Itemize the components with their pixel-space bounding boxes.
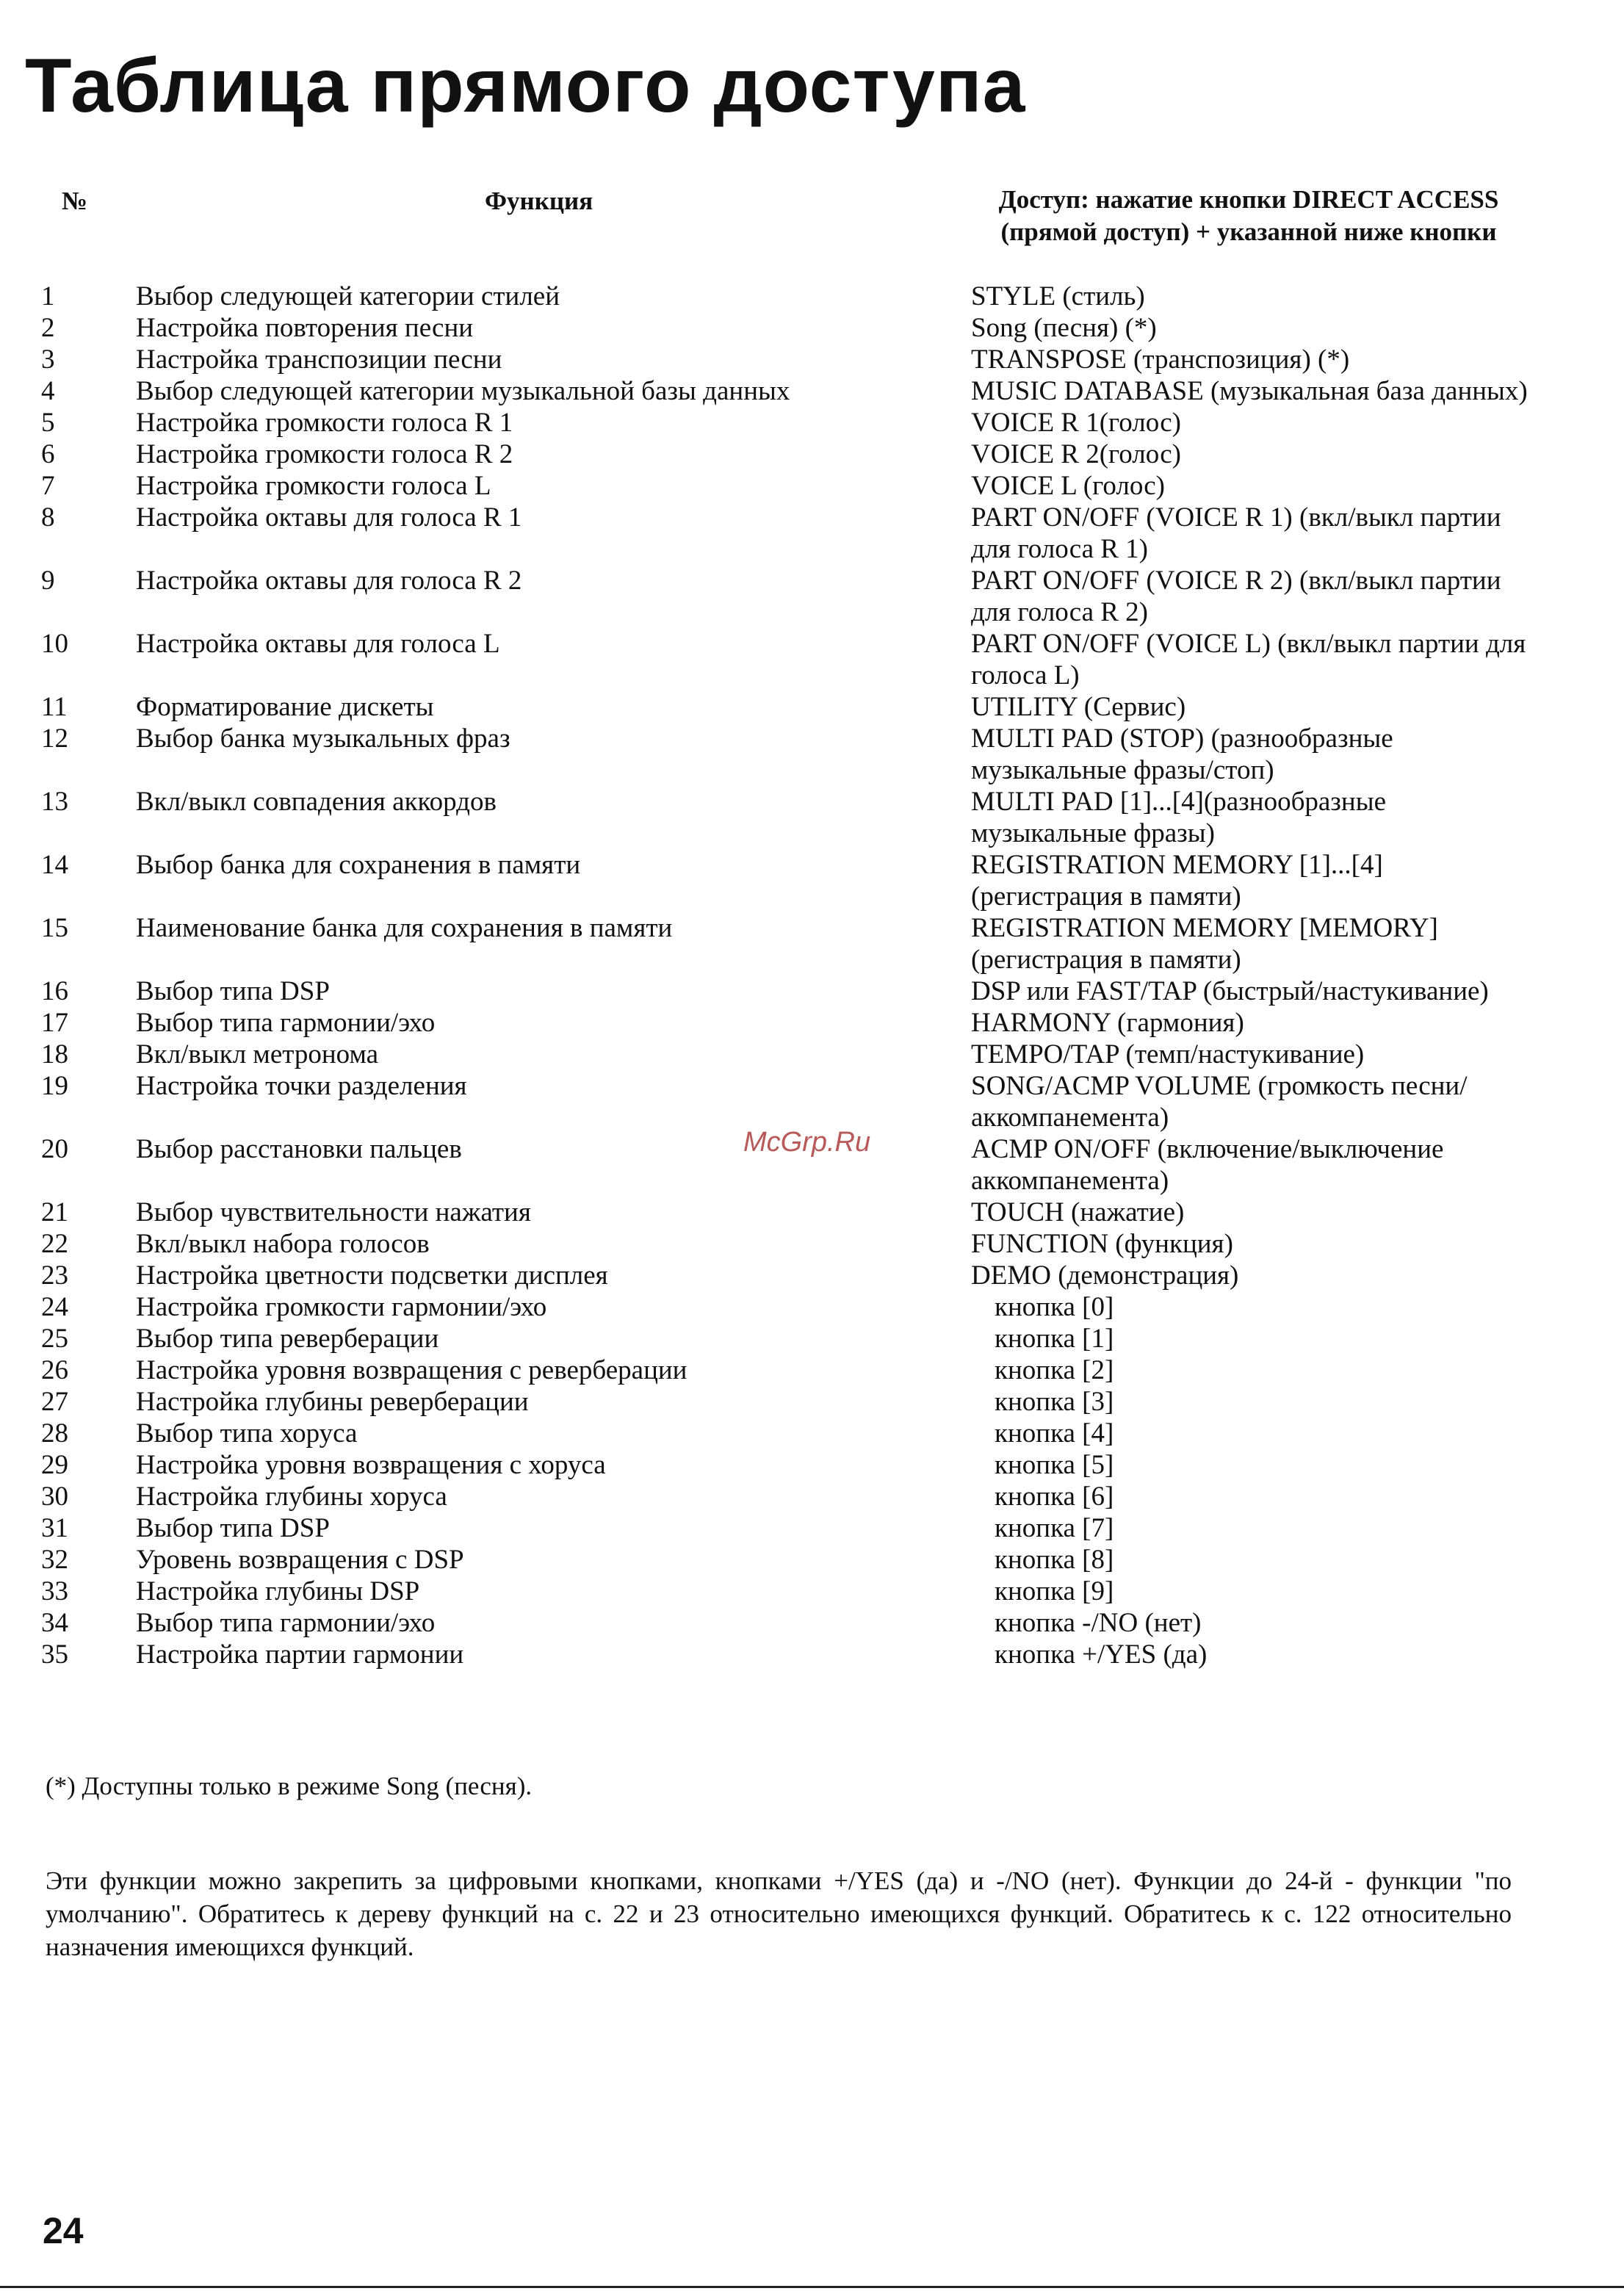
row-access: кнопка [8] [995, 1545, 1114, 1575]
column-header-number: № [62, 187, 88, 215]
row-function: Форматирование дискеты [136, 692, 434, 722]
row-number: 5 [41, 408, 55, 438]
row-access: кнопка [6] [995, 1482, 1114, 1512]
row-access: TOUCH (нажатие) [971, 1197, 1185, 1227]
row-access: REGISTRATION MEMORY [1]...[4] (регистрация в памяти) [971, 850, 1383, 912]
table-row [0, 912, 1624, 975]
function-table [0, 281, 1624, 1670]
row-function: Настройка транспозиции песни [136, 344, 502, 375]
table-row [0, 975, 1624, 1007]
row-function: Настройка октавы для голоса L [136, 629, 500, 659]
table-row [0, 1007, 1624, 1039]
row-number: 26 [41, 1355, 68, 1385]
row-function: Выбор банка музыкальных фраз [136, 724, 510, 754]
table-row [0, 1197, 1624, 1228]
row-number: 27 [41, 1387, 68, 1417]
row-number: 32 [41, 1545, 68, 1575]
table-row [0, 1544, 1624, 1576]
row-function: Настройка цветности подсветки дисплея [136, 1260, 608, 1291]
row-access: SONG/ACMP VOLUME (громкость песни/аккомпанемента) [971, 1071, 1468, 1133]
table-row [0, 502, 1624, 565]
row-access: MUSIC DATABASE (музыкальная база данных) [971, 376, 1528, 406]
table-row [0, 439, 1624, 470]
row-access: VOICE R 2(голос) [971, 439, 1181, 469]
row-access: кнопка [3] [995, 1387, 1114, 1417]
row-function: Настройка октавы для голоса R 1 [136, 502, 522, 533]
row-access: Song (песня) (*) [971, 313, 1157, 343]
row-number: 15 [41, 913, 68, 943]
row-access: VOICE R 1(голос) [971, 408, 1181, 438]
row-number: 19 [41, 1071, 68, 1101]
row-number: 13 [41, 787, 68, 817]
table-row [0, 1639, 1624, 1670]
table-row [0, 1481, 1624, 1512]
row-access: ACMP ON/OFF (включение/выключение аккомпанемента) [971, 1134, 1444, 1196]
row-access: PART ON/OFF (VOICE L) (вкл/выкл партии для голоса L) [971, 629, 1526, 690]
row-access: STYLE (стиль) [971, 281, 1145, 311]
table-row [0, 1449, 1624, 1481]
table-row [0, 1386, 1624, 1418]
row-function: Выбор типа реверберации [136, 1324, 439, 1354]
table-row [0, 786, 1624, 849]
table-row [0, 312, 1624, 344]
row-function: Настройка громкости голоса R 1 [136, 408, 513, 438]
row-number: 10 [41, 629, 68, 659]
row-function: Вкл/выкл метронома [136, 1039, 379, 1069]
row-function: Настройка глубины хоруса [136, 1482, 447, 1512]
row-function: Выбор расстановки пальцев [136, 1134, 462, 1164]
row-number: 14 [41, 850, 68, 880]
table-row [0, 1291, 1624, 1323]
row-access: VOICE L (голос) [971, 471, 1165, 501]
row-number: 9 [41, 566, 55, 596]
row-function: Выбор типа DSP [136, 1513, 330, 1543]
table-row [0, 1576, 1624, 1607]
row-function: Настройка громкости гармонии/эхо [136, 1292, 547, 1322]
row-access: DEMO (демонстрация) [971, 1260, 1239, 1291]
row-access: TEMPO/TAP (темп/настукивание) [971, 1039, 1365, 1069]
row-access: кнопка [1] [995, 1324, 1114, 1354]
row-access: UTILITY (Сервис) [971, 692, 1186, 722]
row-function: Настройка повторения песни [136, 313, 474, 343]
row-function: Настройка точки разделения [136, 1071, 467, 1101]
row-access: кнопка [5] [995, 1450, 1114, 1480]
row-access: MULTI PAD (STOP) (разнообразные музыкальные фразы/стоп) [971, 724, 1393, 785]
table-row [0, 1323, 1624, 1354]
row-number: 17 [41, 1008, 68, 1038]
row-function: Выбор типа хоруса [136, 1418, 358, 1448]
table-row [0, 281, 1624, 312]
row-function: Настройка партии гармонии [136, 1639, 464, 1670]
row-number: 3 [41, 344, 55, 375]
row-function: Настройка глубины DSP [136, 1576, 420, 1606]
table-row [0, 344, 1624, 375]
row-function: Настройка громкости голоса L [136, 471, 491, 501]
row-access: REGISTRATION MEMORY [MEMORY] (регистрация в памяти) [971, 913, 1438, 975]
footnote: (*) Доступны только в режиме Song (песня). [46, 1772, 533, 1800]
watermark: McGrp.Ru [743, 1127, 871, 1158]
row-number: 29 [41, 1450, 68, 1480]
row-number: 18 [41, 1039, 68, 1069]
row-number: 20 [41, 1134, 68, 1164]
row-function: Настройка октавы для голоса R 2 [136, 566, 522, 596]
row-function: Выбор типа DSP [136, 976, 330, 1006]
row-access: кнопка [2] [995, 1355, 1114, 1385]
row-access: кнопка [7] [995, 1513, 1114, 1543]
row-function: Наименование банка для сохранения в памяти [136, 913, 673, 943]
row-number: 23 [41, 1260, 68, 1291]
row-number: 30 [41, 1482, 68, 1512]
row-number: 25 [41, 1324, 68, 1354]
row-access: HARMONY (гармония) [971, 1008, 1244, 1038]
row-function: Выбор типа гармонии/эхо [136, 1608, 436, 1638]
row-number: 11 [41, 692, 68, 722]
row-access: PART ON/OFF (VOICE R 1) (вкл/выкл партии для голоса R 1) [971, 502, 1501, 564]
row-number: 21 [41, 1197, 68, 1227]
row-number: 31 [41, 1513, 68, 1543]
table-row [0, 1418, 1624, 1449]
row-access: кнопка [9] [995, 1576, 1114, 1606]
row-function: Выбор типа гармонии/эхо [136, 1008, 436, 1038]
explanatory-note: Эти функции можно закрепить за цифровыми кнопками, кнопками +/YES (да) и -/NO (нет). Функции до 24-й - функции "по умолчанию". Обратитесь к дереву функций на с. 22 и 23 относительно имеющихся функций. Обратитесь к с. 122 относительно назначения имеющихся функций. [46, 1866, 1512, 1961]
table-row [0, 1070, 1624, 1133]
row-number: 7 [41, 471, 55, 501]
row-function: Вкл/выкл набора голосов [136, 1229, 430, 1259]
row-number: 24 [41, 1292, 68, 1322]
row-function: Выбор следующей категории стилей [136, 281, 560, 311]
row-number: 35 [41, 1639, 68, 1670]
row-number: 2 [41, 313, 55, 343]
row-function: Выбор банка для сохранения в памяти [136, 850, 581, 880]
page-number: 24 [43, 2210, 84, 2251]
row-access: кнопка -/NO (нет) [995, 1608, 1202, 1638]
row-number: 1 [41, 281, 55, 311]
table-row [0, 1512, 1624, 1544]
table-row [0, 1228, 1624, 1260]
table-row [0, 849, 1624, 912]
row-access: PART ON/OFF (VOICE R 2) (вкл/выкл партии для голоса R 2) [971, 566, 1501, 627]
row-function: Настройка глубины реверберации [136, 1387, 529, 1417]
row-function: Настройка громкости голоса R 2 [136, 439, 513, 469]
row-number: 34 [41, 1608, 68, 1638]
row-number: 12 [41, 724, 68, 754]
table-row [0, 1260, 1624, 1291]
table-row [0, 1039, 1624, 1070]
row-access: кнопка [4] [995, 1418, 1114, 1448]
row-function: Вкл/выкл совпадения аккордов [136, 787, 497, 817]
row-number: 8 [41, 502, 55, 533]
row-function: Выбор чувствительности нажатия [136, 1197, 531, 1227]
row-number: 28 [41, 1418, 68, 1448]
page-title: Таблица прямого доступа [25, 43, 1026, 129]
column-header-function: Функция [485, 187, 593, 215]
row-function: Уровень возвращения с DSP [136, 1545, 464, 1575]
row-function: Выбор следующей категории музыкальной базы данных [136, 376, 790, 406]
table-row [0, 565, 1624, 628]
table-row [0, 375, 1624, 407]
row-access: DSP или FAST/TAP (быстрый/настукивание) [971, 976, 1489, 1006]
row-number: 16 [41, 976, 68, 1006]
page-divider [0, 2286, 1624, 2288]
row-number: 33 [41, 1576, 68, 1606]
table-row [0, 628, 1624, 691]
table-row [0, 1607, 1624, 1639]
table-row [0, 1354, 1624, 1386]
row-function: Настройка уровня возвращения с хоруса [136, 1450, 606, 1480]
row-access: кнопка +/YES (да) [995, 1639, 1208, 1670]
table-row [0, 691, 1624, 723]
row-number: 6 [41, 439, 55, 469]
row-function: Настройка уровня возвращения с реверберации [136, 1355, 688, 1385]
table-row [0, 407, 1624, 439]
row-number: 22 [41, 1229, 68, 1259]
row-number: 4 [41, 376, 55, 406]
row-access: кнопка [0] [995, 1292, 1114, 1322]
table-row [0, 723, 1624, 786]
row-access: TRANSPOSE (транспозиция) (*) [971, 344, 1350, 375]
table-row [0, 470, 1624, 502]
row-access: FUNCTION (функция) [971, 1229, 1233, 1259]
column-header-access: Доступ: нажатие кнопки DIRECT ACCESS (прямой доступ) + указанной ниже кнопки [998, 185, 1499, 246]
row-access: MULTI PAD [1]...[4](разнообразные музыкальные фразы) [971, 787, 1387, 848]
